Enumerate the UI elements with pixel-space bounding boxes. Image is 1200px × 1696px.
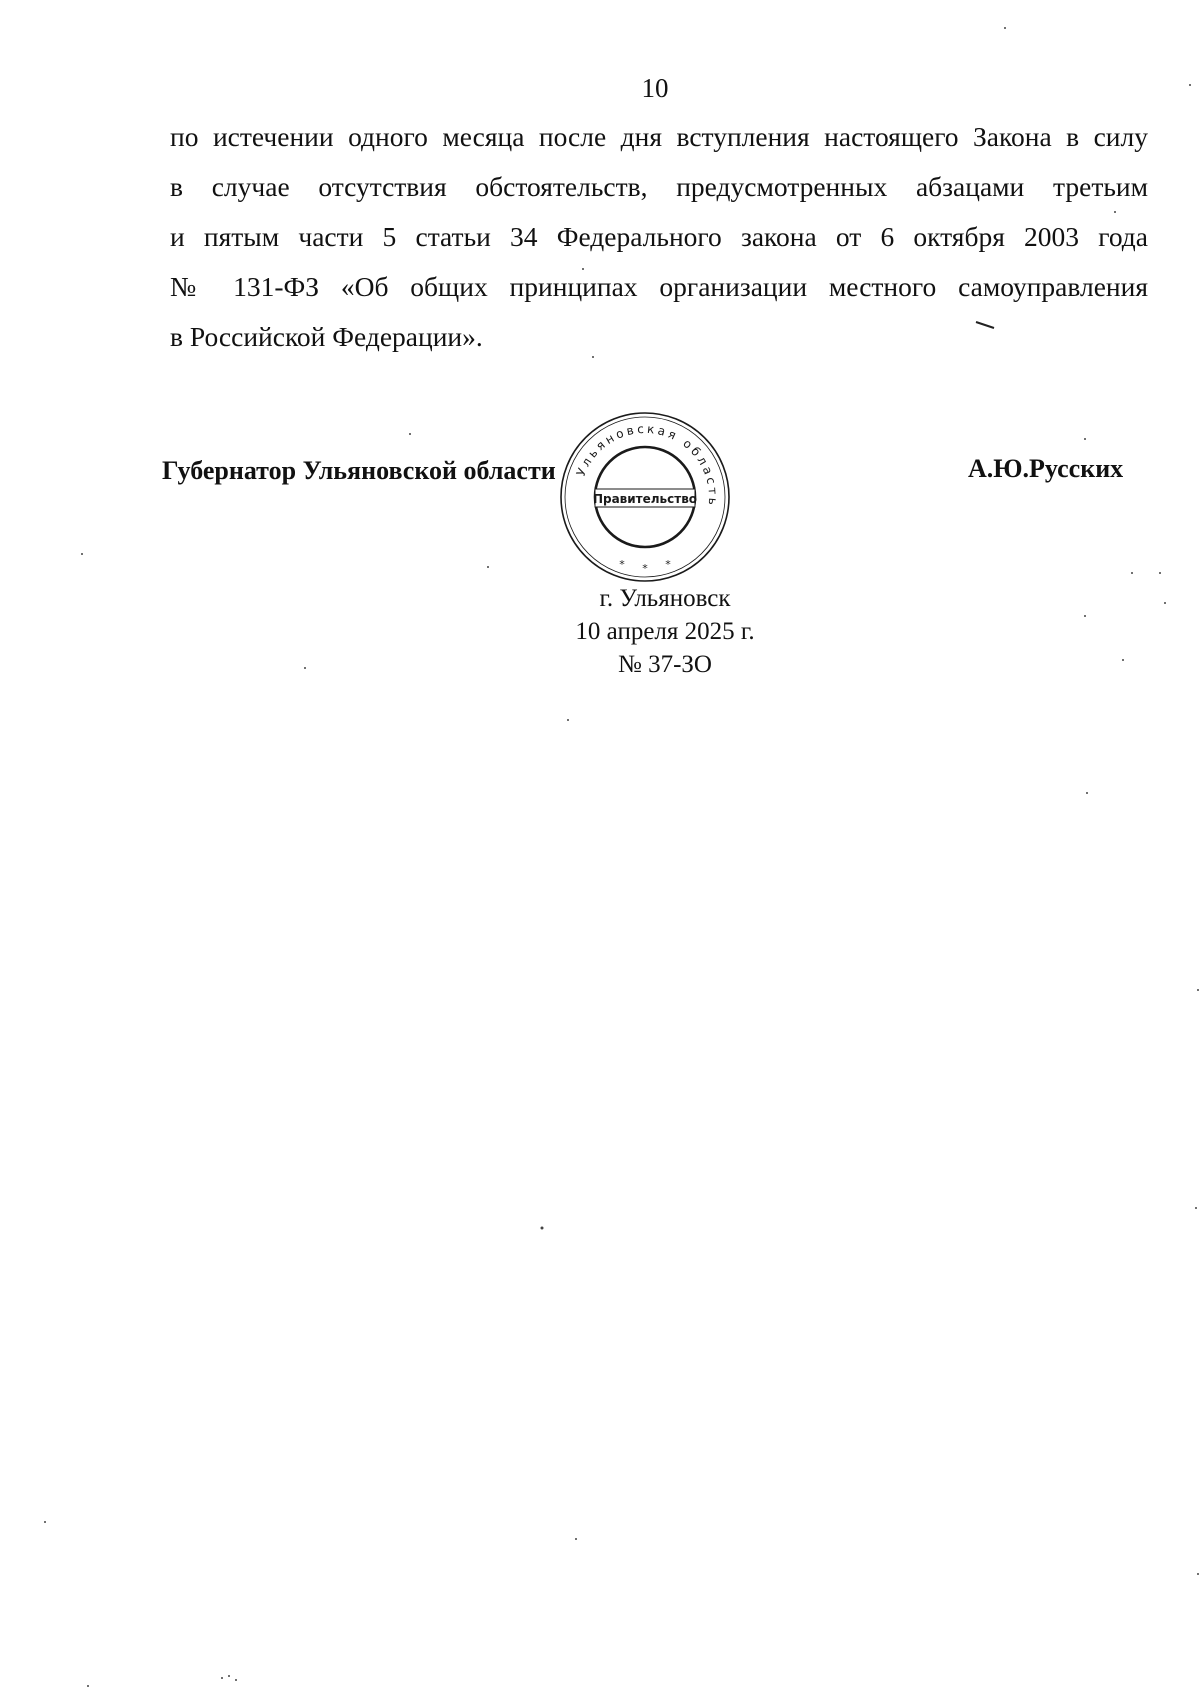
svg-text:*: * — [642, 562, 648, 575]
paragraph-line: и пятым части 5 статьи 34 Федерального закона от 6 октября 2003 года — [170, 221, 1148, 252]
place-date-block — [530, 582, 800, 681]
paragraph-line: по истечении одного месяца после дня вступления настоящего Закона в силу — [170, 121, 1148, 152]
date: 10 апреля 2025 г. — [575, 618, 755, 645]
paragraph-line: в случае отсутствия обстоятельств, предусмотренных абзацами третьим — [170, 171, 1148, 202]
paragraph-line: в Российской Федерации». — [170, 321, 483, 352]
document-number: № 37-ЗО — [617, 651, 712, 678]
page-number: 10 — [641, 73, 669, 103]
seal-inner-text: Правительство — [592, 492, 698, 506]
svg-text:*: * — [619, 558, 625, 571]
signature-name: А.Ю.Русских — [968, 454, 1124, 483]
signature-title: Губернатор Ульяновской области — [162, 456, 556, 485]
official-seal — [558, 410, 732, 584]
seal-stars-icon — [619, 558, 671, 575]
svg-text:*: * — [665, 558, 671, 571]
seal-outer-text: Ульяновская область — [573, 421, 721, 509]
body-paragraph — [170, 112, 1148, 362]
paragraph-line: № 131-ФЗ «Об общих принципах организации местного самоуправления — [170, 271, 1148, 302]
city: г. Ульяновск — [599, 585, 731, 612]
